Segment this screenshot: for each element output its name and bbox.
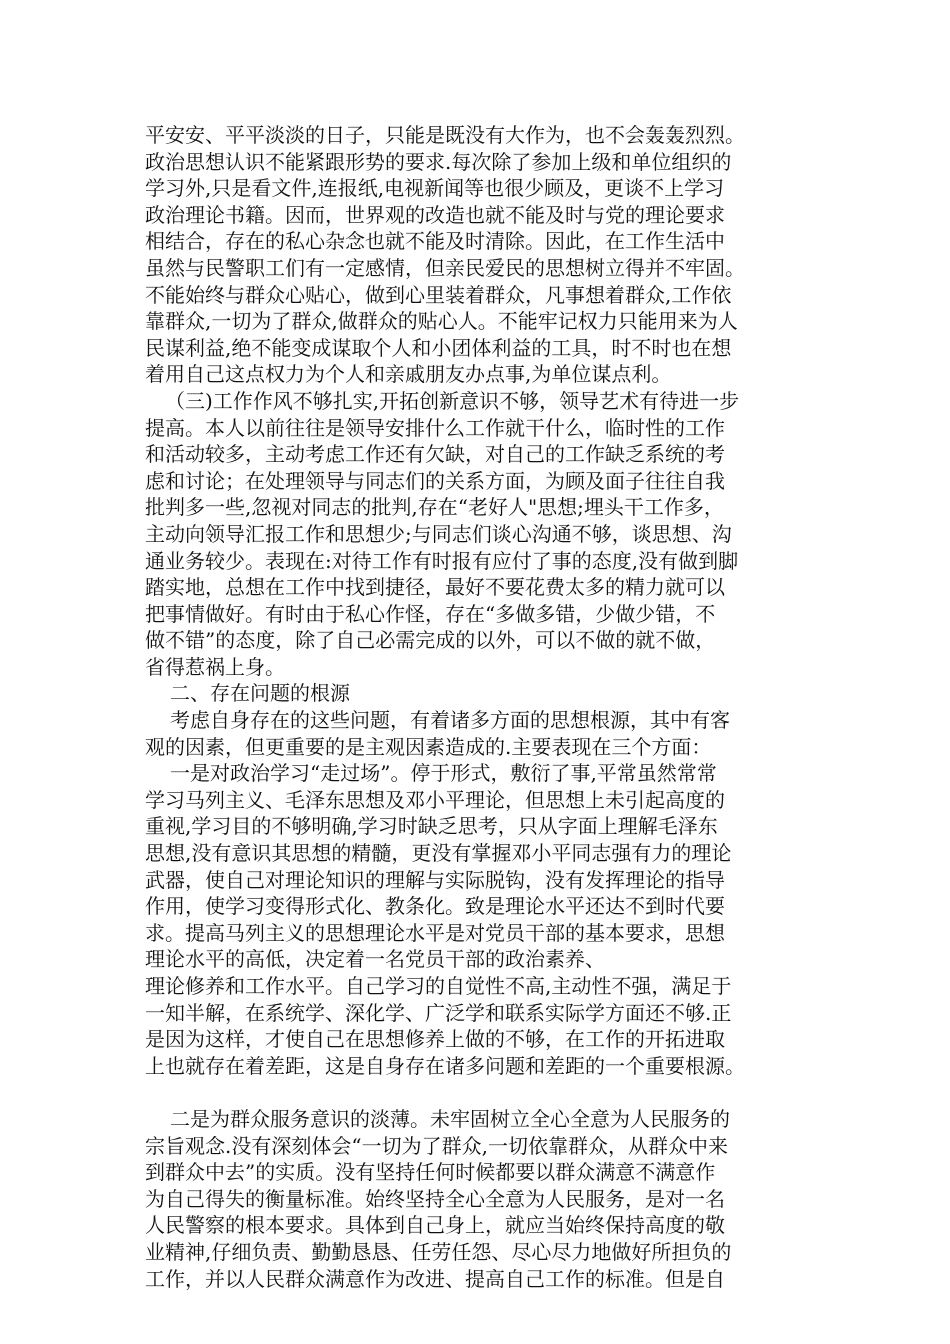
text-line: 和活动较多，主动考虑工作还有欠缺，对自己的工作缺乏系统的考	[145, 442, 725, 467]
text-line: 宗旨观念.没有深刻体会“一切为了群众,一切依靠群众，从群众中来	[145, 1133, 728, 1158]
text-line: 批判多一些,忽视对同志的批判,存在“老好人"思想;埋头干工作多，	[145, 495, 724, 520]
text-line: 不能始终与群众心贴心，做到心里装着群众，凡事想着群众,工作依	[145, 282, 732, 307]
text-line: 思想,没有意识其思想的精髓，更没有掌握邓小平同志强有力的理论	[145, 841, 732, 866]
text-line: 到群众中去”的实质。没有坚持任何时候都要以群众满意不满意作	[145, 1160, 716, 1185]
text-line: 人民警察的根本要求。具体到自己身上，就应当始终保持高度的敬	[145, 1213, 725, 1238]
text-line: 踏实地，总想在工作中找到捷径，最好不要花费太多的精力就可以	[145, 575, 725, 600]
text-line: 民谋利益,绝不能变成谋取个人和小团体利益的工具，时不时也在想	[145, 335, 732, 360]
paragraph-gap	[145, 1079, 825, 1106]
text-line: 学习马列主义、毛泽东思想及邓小平理论，但思想上未引起高度的	[145, 787, 725, 812]
text-line: 虑和讨论；在处理领导与同志们的关系方面，为顾及面子往往自我	[145, 468, 725, 493]
text-line: 提高。本人以前往往是领导安排什么工作就干什么，临时性的工作	[145, 415, 725, 440]
text-line: 省得惹祸上身。	[145, 654, 285, 679]
text-line: 求。提高马列主义的思想理论水平是对党员干部的基本要求，思想	[145, 920, 725, 945]
document-page	[145, 122, 825, 1292]
text-line: （三)工作作风不够扎实,开拓创新意识不够，领导艺术有待进一步	[165, 388, 740, 413]
text-line: 靠群众,一切为了群众,做群众的贴心人。不能牢记权力只能用来为人	[145, 309, 738, 334]
text-line: 重视,学习目的不够明确,学习时缺乏思考，只从字面上理解毛泽东	[145, 814, 718, 839]
text-line: 考虑自身存在的这些问题，有着诸多方面的思想根源，其中有客	[170, 708, 730, 733]
text-line: 上也就存在着差距，这是自身存在诸多问题和差距的一个重要根源。	[145, 1053, 745, 1078]
text-line: 把事情做好。有时由于私心作怪，存在“多做多错，少做少错，不	[145, 601, 716, 626]
text-line: 主动向领导汇报工作和思想少;与同志们谈心沟通不够，谈思想、沟	[145, 521, 732, 546]
text-line: 学习外,只是看文件,连报纸,电视新闻等也很少顾及，更谈不上学习	[145, 176, 725, 201]
text-line: 政治理论书籍。因而，世界观的改造也就不能及时与党的理论要求	[145, 202, 725, 227]
text-line: 相结合，存在的私心杂念也就不能及时清除。因此，在工作生活中	[145, 229, 725, 254]
text-line: 观的因素，但更重要的是主观因素造成的.主要表现在三个方面：	[145, 734, 712, 759]
text-line: 做不错”的态度，除了自己必需完成的以外，可以不做的就不做，	[145, 628, 716, 653]
text-line: 一是对政治学习“走过场”。停于形式，敷衍了事,平常虽然常常	[170, 761, 717, 786]
text-line: 理论水平的高低，决定着一名党员干部的政治素养、	[145, 947, 605, 972]
text-line: 工作，并以人民群众满意作为改进、提高自己工作的标准。但是自	[145, 1266, 725, 1291]
text-line: 二是为群众服务意识的淡薄。未牢固树立全心全意为人民服务的	[170, 1106, 730, 1131]
section-heading: 二、存在问题的根源	[170, 681, 350, 706]
text-line: 业精神,仔细负责、勤勤恳恳、任劳任怨、尽心尽力地做好所担负的	[145, 1239, 732, 1264]
text-line: 虽然与民警职工们有一定感情，但亲民爱民的思想树立得并不牢固。	[145, 255, 745, 280]
text-line: 武器，使自己对理论知识的理解与实际脱钩，没有发挥理论的指导	[145, 867, 725, 892]
text-line: 着用自己这点权力为个人和亲戚朋友办点事,为单位谋点利。	[145, 362, 672, 387]
text-line: 为自己得失的衡量标准。始终坚持全心全意为人民服务，是对一名	[145, 1186, 725, 1211]
text-line: 平安安、平平淡淡的日子，只能是既没有大作为，也不会轰轰烈烈。	[145, 123, 745, 147]
text-line: 理论修养和工作水平。自己学习的自觉性不高,主动性不强，满足于	[145, 974, 732, 998]
text-line: 通业务较少。表现在:对待工作有时报有应付了事的态度,没有做到脚	[145, 548, 739, 573]
text-line: 一知半解，在系统学、深化学、广泛学和联系实际学方面还不够.正	[145, 1000, 732, 1025]
text-line: 政治思想认识不能紧跟形势的要求.每次除了参加上级和单位组织的	[145, 149, 732, 174]
text-line: 作用，使学习变得形式化、教条化。致是理论水平还达不到时代要	[145, 894, 725, 919]
text-line: 是因为这样，才使自己在思想修养上做的不够，在工作的开拓进取	[145, 1027, 725, 1052]
